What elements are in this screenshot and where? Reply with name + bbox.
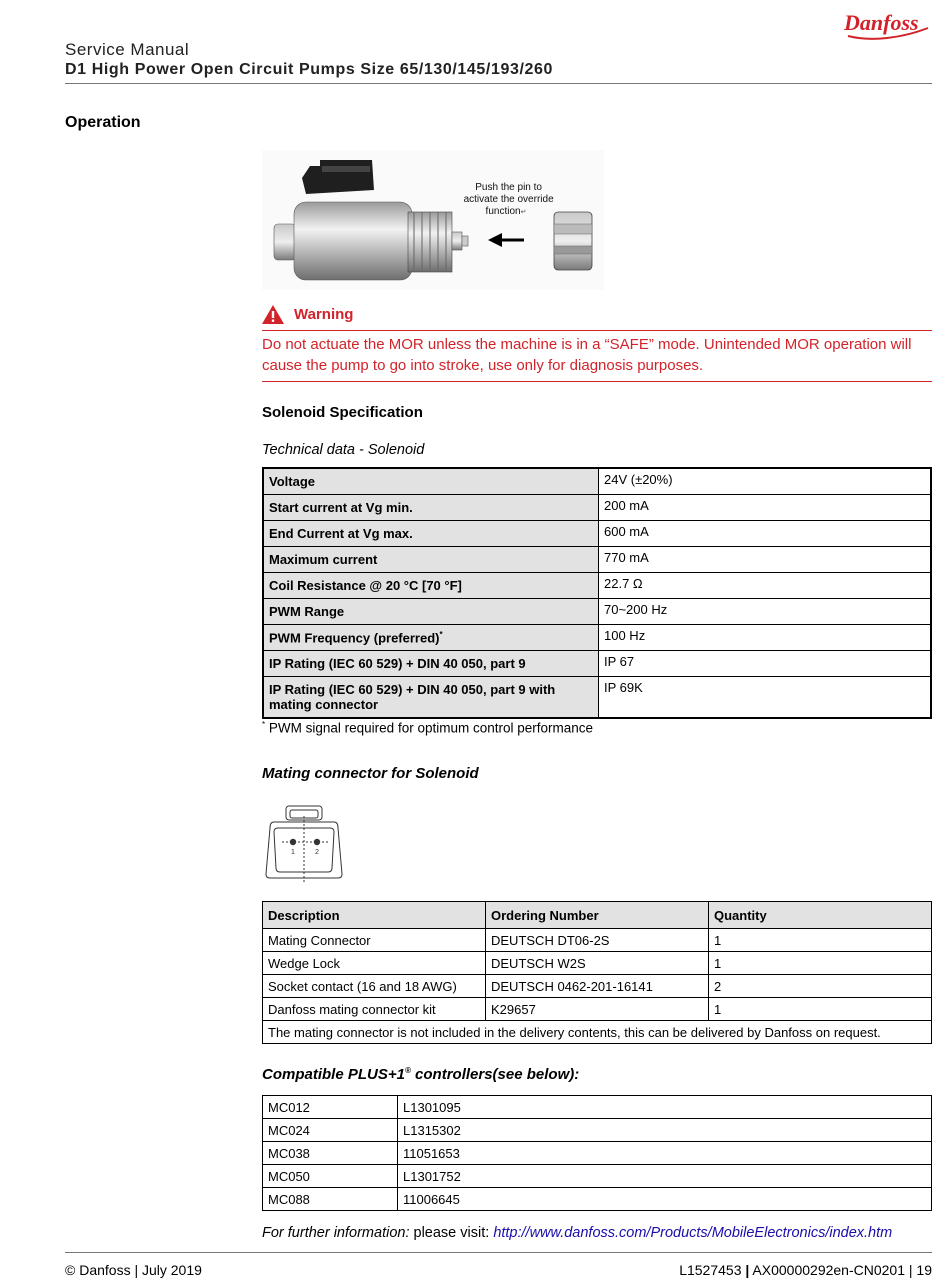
spec-value: IP 69K	[599, 676, 932, 718]
table-cell: Danfoss mating connector kit	[263, 998, 486, 1021]
controllers-table	[262, 1095, 932, 1211]
pin-2	[314, 839, 320, 845]
section-title: Operation	[65, 114, 141, 131]
page-number: 19	[916, 1262, 932, 1278]
table-row	[263, 952, 932, 975]
table-row	[263, 975, 932, 998]
solenoid-footnote	[262, 720, 593, 736]
pin-label-1: 1	[291, 849, 295, 856]
table-cell: 1	[709, 929, 932, 952]
table-row	[263, 1142, 932, 1165]
warning-heading	[262, 302, 353, 326]
spec-value: 100 Hz	[599, 624, 932, 650]
callout-mark: ↵	[520, 209, 527, 216]
spec-value: 24V (±20%)	[599, 468, 932, 494]
spec-label-sup: *	[439, 629, 443, 639]
table-cell: 1	[709, 952, 932, 975]
column-header: Description	[263, 902, 486, 929]
controllers-heading-sup: ®	[404, 1066, 411, 1075]
table-row	[263, 1096, 932, 1119]
mating-connector-table	[262, 901, 932, 1044]
controller-part-number: L1315302	[398, 1119, 932, 1142]
spec-label: Coil Resistance @ 20 °C [70 °F]	[263, 572, 599, 598]
column-header: Ordering Number	[486, 902, 709, 929]
pin-1	[290, 839, 296, 845]
controller-part-number: 11051653	[398, 1142, 932, 1165]
controller-part-number: L1301095	[398, 1096, 932, 1119]
solenoid-spec-heading: Solenoid Specification	[262, 404, 423, 421]
table-cell: 1	[709, 998, 932, 1021]
warning-icon	[262, 305, 284, 324]
footer-reference: L1527453 | AX00000292en-CN0201 | 19	[679, 1262, 932, 1278]
footnote-text: PWM signal required for optimum control performance	[268, 720, 594, 736]
table-cell: Wedge Lock	[263, 952, 486, 975]
table-cell: DEUTSCH DT06-2S	[486, 929, 709, 952]
brand-wordmark: Danfoss	[844, 10, 919, 35]
document-title: D1 High Power Open Circuit Pumps Size 65/130/145/193/260	[65, 61, 554, 78]
pin-label-2: 2	[315, 849, 319, 856]
warning-title: Warning	[294, 305, 354, 323]
table-row	[263, 468, 931, 494]
table-row	[263, 1188, 932, 1211]
callout-line-3: function	[485, 206, 521, 217]
warning-top-rule	[262, 330, 932, 331]
table-cell: K29657	[486, 998, 709, 1021]
danfoss-link[interactable]: http://www.danfoss.com/Products/MobileElectronics/index.htm	[493, 1225, 893, 1241]
spec-label: Start current at Vg min.	[263, 494, 599, 520]
controllers-heading	[262, 1066, 579, 1083]
controllers-heading-pre: Compatible PLUS+1	[262, 1066, 405, 1083]
mating-connector-heading: Mating connector for Solenoid	[262, 765, 479, 782]
table-note: The mating connector is not included in the delivery contents, this can be delivered by Danfoss on request.	[263, 1021, 932, 1044]
spec-label: IP Rating (IEC 60 529) + DIN 40 050, part 9 with mating connector	[263, 676, 599, 718]
warning-bottom-rule	[262, 381, 932, 382]
table-cell: Mating Connector	[263, 929, 486, 952]
spec-value: 22.7 Ω	[599, 572, 932, 598]
footer-divider	[65, 1252, 932, 1253]
table-row	[263, 572, 931, 598]
callout-line-2: activate the override	[463, 194, 554, 205]
footer-doc-code: L1527453	[679, 1262, 742, 1278]
solenoid-table-caption: Technical data - Solenoid	[262, 442, 425, 458]
header-divider	[65, 83, 932, 84]
spec-label: Maximum current	[263, 546, 599, 572]
footer-copyright: © Danfoss | July 2019	[65, 1262, 202, 1278]
mating-connector-icon	[262, 800, 346, 882]
controller-model: MC088	[263, 1188, 398, 1211]
table-cell: Socket contact (16 and 18 AWG)	[263, 975, 486, 998]
table-cell: DEUTSCH 0462-201-16141	[486, 975, 709, 998]
table-row	[263, 598, 931, 624]
spec-label-text: PWM Frequency (preferred)	[269, 629, 440, 645]
spec-label: IP Rating (IEC 60 529) + DIN 40 050, part 9	[263, 650, 599, 676]
table-row	[263, 1165, 932, 1188]
spec-label: PWM Range	[263, 598, 599, 624]
table-row	[263, 998, 932, 1021]
table-row	[263, 546, 931, 572]
controllers-heading-post: controllers(see below):	[410, 1066, 580, 1083]
table-row	[263, 929, 932, 952]
controller-model: MC024	[263, 1119, 398, 1142]
table-row	[263, 1119, 932, 1142]
footer-separator: |	[745, 1262, 750, 1278]
spec-value: 200 mA	[599, 494, 932, 520]
further-information	[262, 1225, 892, 1241]
spec-value: 770 mA	[599, 546, 932, 572]
solenoid-override-figure	[262, 150, 604, 290]
table-header-row	[263, 902, 932, 929]
footer-doc-ref: AX00000292en-CN0201	[752, 1262, 905, 1278]
controller-part-number: 11006645	[398, 1188, 932, 1211]
controller-part-number: L1301752	[398, 1165, 932, 1188]
spec-label	[263, 624, 599, 650]
document-kind: Service Manual	[65, 40, 190, 59]
danfoss-logo	[842, 6, 932, 42]
spec-value: IP 67	[599, 650, 932, 676]
solenoid-spec-table	[262, 467, 932, 719]
spec-label: Voltage	[263, 468, 599, 494]
table-note-row	[263, 1021, 932, 1044]
further-text: please visit:	[409, 1225, 494, 1241]
controller-model: MC012	[263, 1096, 398, 1119]
column-header: Quantity	[709, 902, 932, 929]
table-row	[263, 676, 931, 718]
controller-model: MC050	[263, 1165, 398, 1188]
spec-label: End Current at Vg max.	[263, 520, 599, 546]
spec-value: 70~200 Hz	[599, 598, 932, 624]
table-row	[263, 520, 931, 546]
spec-value: 600 mA	[599, 520, 932, 546]
table-row	[263, 624, 931, 650]
table-cell: 2	[709, 975, 932, 998]
table-row	[263, 494, 931, 520]
table-cell: DEUTSCH W2S	[486, 952, 709, 975]
warning-text: Do not actuate the MOR unless the machine is in a “SAFE” mode. Unintended MOR operation will cause the pump to go into stroke, use only for diagnosis purposes.	[262, 336, 912, 374]
controller-model: MC038	[263, 1142, 398, 1165]
footnote-mark: *	[262, 720, 266, 729]
callout-line-1: Push the pin to	[475, 182, 542, 193]
further-lead: For further information:	[262, 1225, 410, 1241]
table-row	[263, 650, 931, 676]
